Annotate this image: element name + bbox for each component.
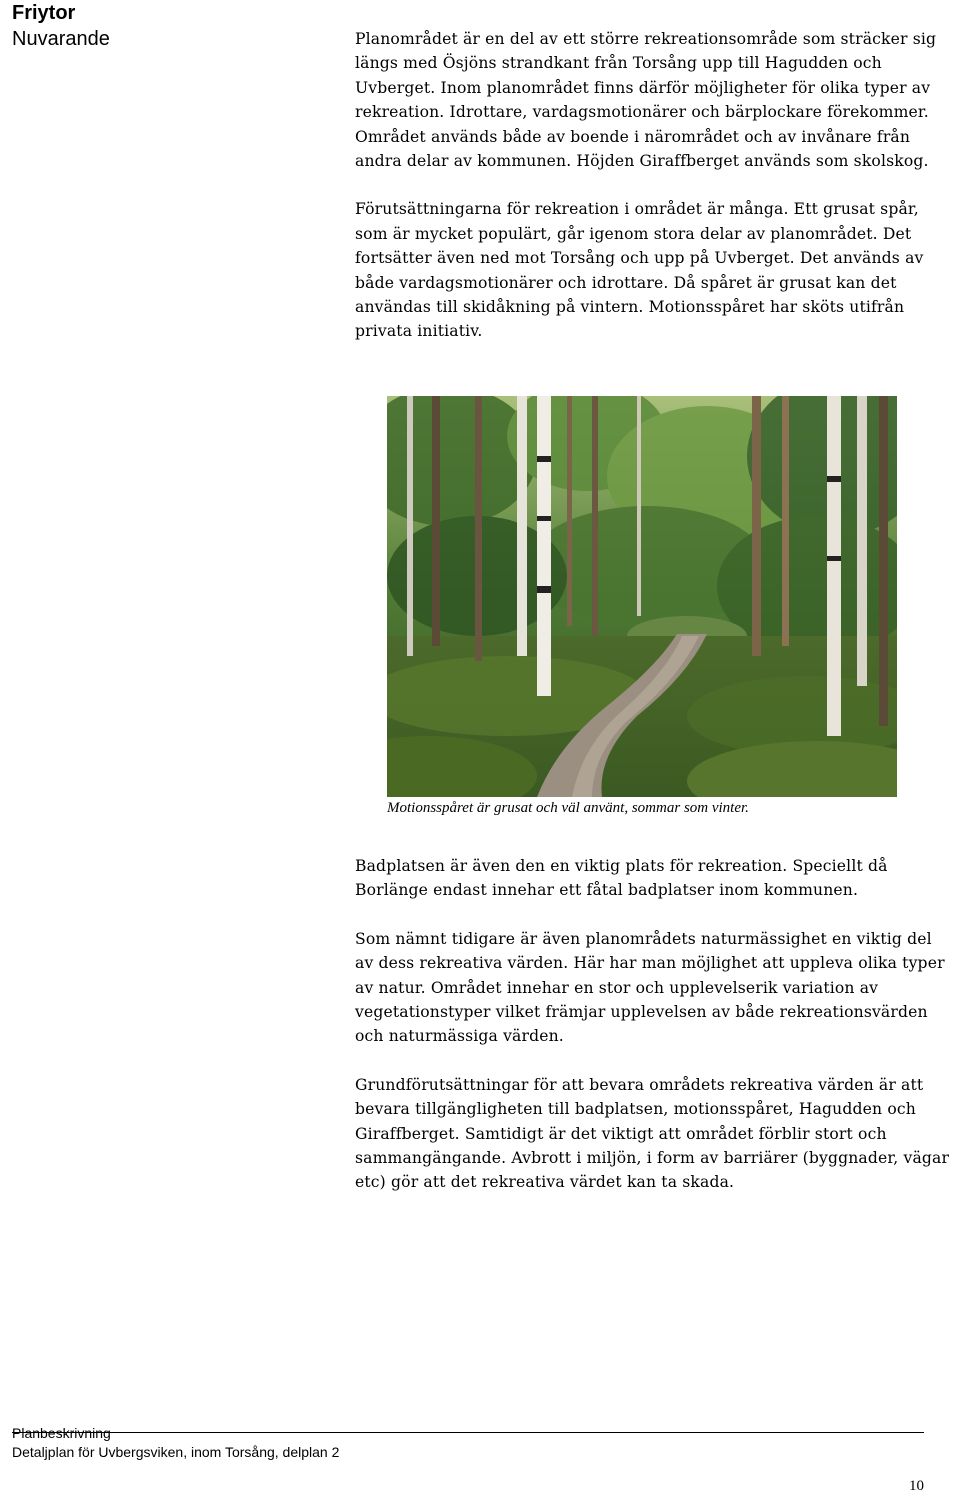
section-title: Friytor <box>12 2 76 24</box>
paragraph-3: Badplatsen är även den en viktig plats för rekreation. Speciellt då Borlänge endast innehar ett fåtal badplatser inom kommunen. <box>355 857 888 900</box>
footer <box>12 1424 339 1462</box>
footer-line-2: Detaljplan för Uvbergsviken, inom Torsång, delplan 2 <box>12 1444 340 1460</box>
forest-path-photo <box>387 396 897 797</box>
footer-line-1: Planbeskrivning <box>12 1425 111 1441</box>
section-subtitle: Nuvarande <box>12 28 110 50</box>
section-heading <box>12 0 110 52</box>
photo-caption: Motionsspåret är grusat och väl använt, sommar som vinter. <box>387 800 749 816</box>
paragraph-2: Förutsättningarna för rekreation i området är många. Ett grusat spår, som är mycket populärt, går igenom stora delar av planområdet. Det fortsätter även ned mot Torsång och upp på Uvberget. Det används av både vardagsmotionärer och idrottare. Då spåret är grusat kan det användas till skidåkning på vintern. Motionsspåret har sköts utifrån privata initiativ. <box>355 200 924 341</box>
paragraph-5: Grundförutsättningar för att bevara områdets rekreativa värden är att bevara tillgängligheten till badplatsen, motionsspåret, Hagudden och Giraffberget. Samtidigt är det viktigt att området förblir stort och sammangängande. Avbrott i miljön, i form av barriärer (byggnader, vägar etc) gör att det rekreativa värdet kan ta skada. <box>355 1075 950 1192</box>
page-number: 10 <box>909 1478 924 1494</box>
body-text-bottom <box>355 854 955 1195</box>
paragraph-1: Planområdet är en del av ett större rekreationsområde som sträcker sig längs med Ösjöns strandkant från Torsång upp till Hagudden och Uvberget. Inom planområdet finns därför möjligheter för olika typer av rekreation. Idrottare, vardagsmotionärer och bärplockare förekommer. Området används både av boende i närområdet och av invånare från andra delar av kommunen. Höjden Giraffberget används som skolskog. <box>355 30 937 171</box>
paragraph-4: Som nämnt tidigare är även planområdets naturmässighet en viktig del av dess rekreativa värden. Här har man möjlighet att uppleva olika typer av natur. Området innehar en stor och upplevelserik variation av vegetationstyper vilket främjar upplevelsen av både rekreationsvärden och naturmässiga värden. <box>355 929 945 1046</box>
body-text-top <box>355 27 955 344</box>
